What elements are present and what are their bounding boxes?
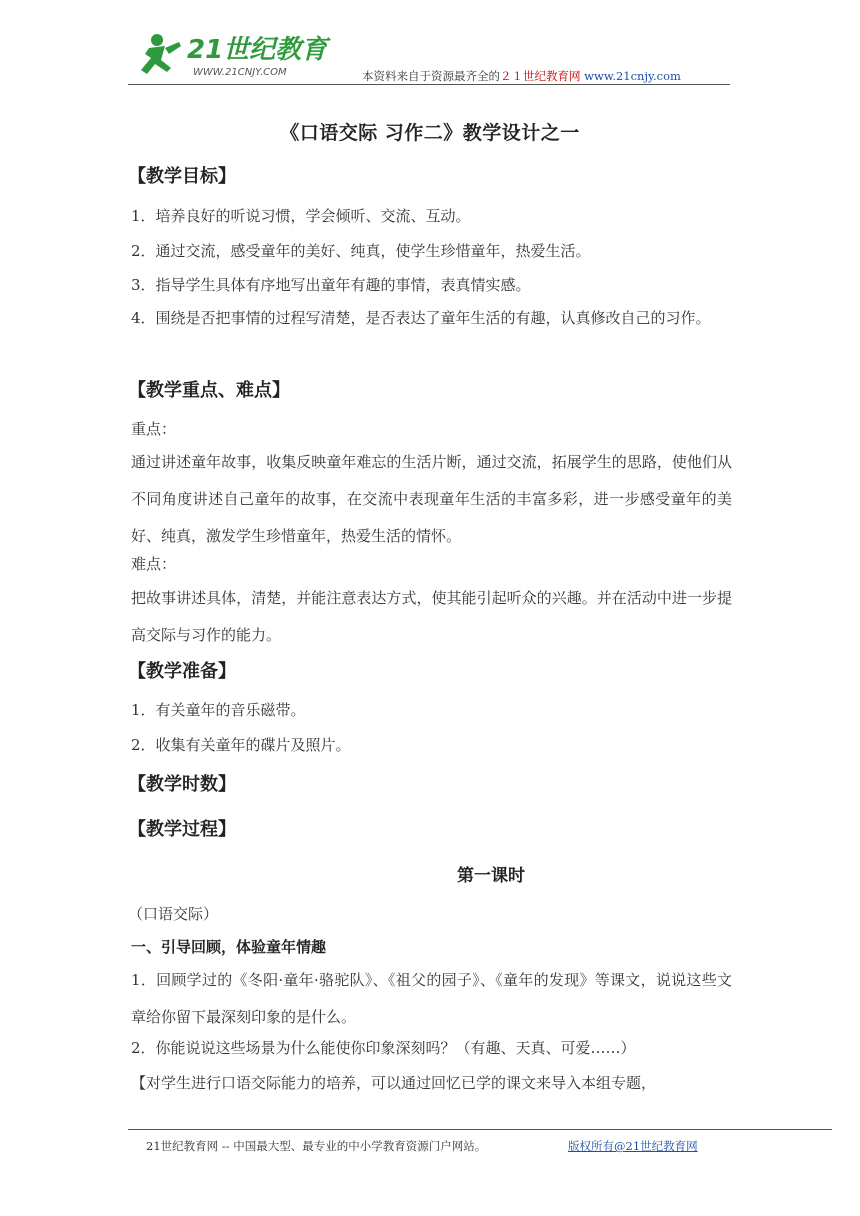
section-heading-goals: 【教学目标】	[128, 166, 236, 187]
header-note-url[interactable]: www.21cnjy.com	[584, 69, 681, 83]
focus-label: 重点：	[131, 420, 177, 438]
lesson-type: （口语交际）	[128, 905, 219, 923]
difficulty-text: 把故事讲述具体，清楚，并能注意表达方式，使其能引起听众的兴趣。并在活动中进一步提高交际与习作的能力。	[131, 589, 732, 644]
header-note-site[interactable]: ２１世纪教育网	[500, 69, 581, 83]
goal-item: 2．通过交流，感受童年的美好、纯真，使学生珍惜童年，热爱生活。	[131, 242, 591, 260]
step1-item: 1．回顾学过的《冬阳·童年·骆驼队》、《祖父的园子》、《童年的发现》等课文，说说这些文章给你留下最深刻印象的是什么。	[131, 971, 732, 1026]
runner-logo-icon	[135, 28, 335, 83]
focus-text: 通过讲述童年故事，收集反映童年难忘的生活片断，通过交流，拓展学生的思路，使他们从不同角度讲述自己童年的故事，在交流中表现童年生活的丰富多彩，进一步感受童年的美好、纯真，激发学生珍惜童年，热爱生活的情怀。	[131, 453, 732, 545]
footer-divider	[128, 1129, 832, 1130]
header-divider	[128, 84, 730, 85]
document-title: 《口语交际 习作二》教学设计之一	[280, 122, 580, 144]
goal-item: 4．围绕是否把事情的过程写清楚，是否表达了童年生活的有趣，认真修改自己的习作。	[131, 309, 711, 327]
section-heading-hours: 【教学时数】	[128, 774, 236, 795]
goal-item: 1．培养良好的听说习惯，学会倾听、交流、互动。	[131, 207, 471, 225]
footer-site-description: 21世纪教育网 -- 中国最大型、最专业的中小学教育资源门户网站。	[146, 1139, 487, 1153]
step1-note: 【对学生进行口语交际能力的培养，可以通过回忆已学的课文来导入本组专题，	[131, 1074, 657, 1092]
step1-item: 2．你能说说这些场景为什么能使你印象深刻吗？（有趣、天真、可爱……）	[131, 1039, 636, 1057]
section-heading-keypoints: 【教学重点、难点】	[128, 380, 290, 401]
prep-item: 2．收集有关童年的碟片及照片。	[131, 736, 351, 754]
section-heading-process: 【教学过程】	[128, 819, 236, 840]
prep-item: 1．有关童年的音乐磁带。	[131, 701, 306, 719]
footer-copyright-link[interactable]: 版权所有@21世纪教育网	[568, 1139, 698, 1153]
step1-heading: 一、引导回顾，体验童年情趣	[131, 938, 327, 956]
goal-item: 3．指导学生具体有序地写出童年有趣的事情，表真情实感。	[131, 276, 531, 294]
lesson-title: 第一课时	[457, 866, 525, 886]
difficulty-label: 难点：	[131, 555, 177, 573]
svg-text:21世纪教育: 21世纪教育	[187, 35, 328, 65]
site-logo	[135, 28, 335, 83]
header-note-prefix: 本资料来自于资源最齐全的	[362, 69, 500, 83]
header-source-note	[362, 68, 681, 84]
svg-text:WWW.21CNJY.COM: WWW.21CNJY.COM	[193, 67, 287, 78]
section-heading-prep: 【教学准备】	[128, 661, 236, 682]
